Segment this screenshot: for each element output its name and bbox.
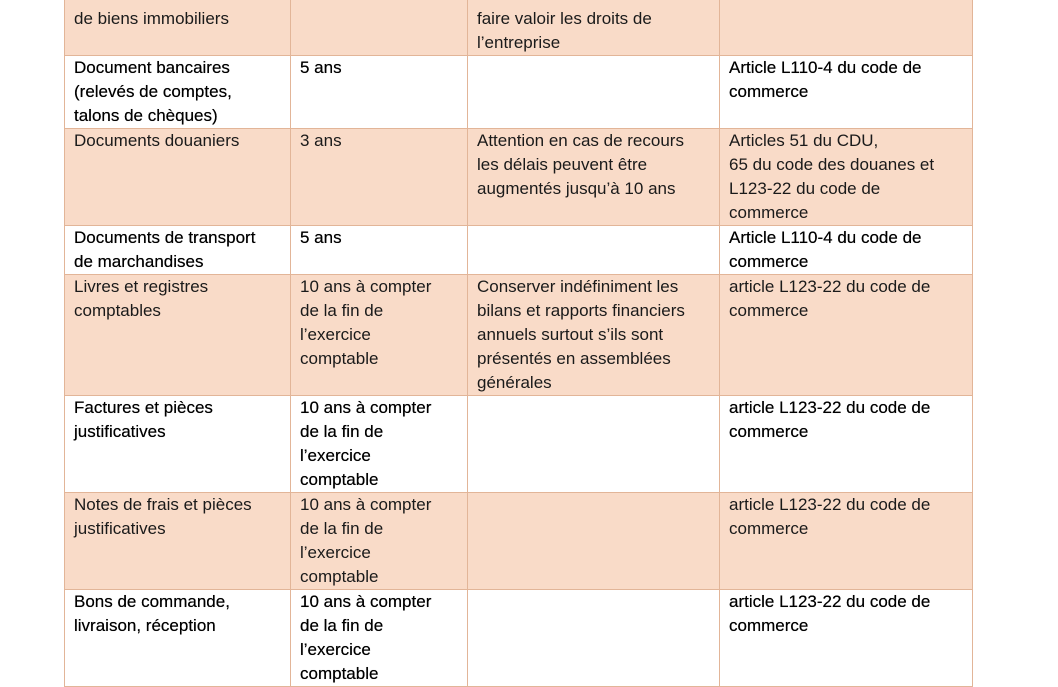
cell-reference: [720, 0, 973, 56]
cell-duree: [291, 129, 468, 226]
table-row: [65, 275, 973, 396]
cell-reference-text: article L123-22 du code de commerce: [729, 398, 931, 441]
retention-table-body: [65, 0, 973, 687]
cell-reference-text: article L123-22 du code de commerce: [729, 592, 931, 635]
cell-reference-text: Article L110-4 du code de commerce: [729, 228, 922, 271]
cell-remarque: [468, 590, 720, 687]
cell-document-text: Documents de transport de marchandises: [74, 228, 256, 271]
cell-document: [65, 56, 291, 129]
table-row: [65, 129, 973, 226]
cell-reference-text: article L123-22 du code de commerce: [729, 495, 931, 538]
cell-duree-text: 10 ans à compter de la fin de l’exercice comptable: [300, 398, 432, 489]
cell-reference: [720, 493, 973, 590]
cell-reference-text: Articles 51 du CDU, 65 du code des douanes et L123-22 du code de commerce: [729, 131, 935, 222]
cell-remarque: [468, 275, 720, 396]
cell-remarque: [468, 129, 720, 226]
cell-duree: [291, 590, 468, 687]
cell-reference: [720, 275, 973, 396]
cell-reference: [720, 129, 973, 226]
cell-reference: [720, 396, 973, 493]
cell-document: [65, 493, 291, 590]
cell-duree-text: 5 ans: [300, 228, 342, 247]
cell-reference: [720, 56, 973, 129]
cell-duree-text: 5 ans: [300, 58, 342, 77]
cell-document-text: Bons de commande, livraison, réception: [74, 592, 230, 635]
cell-reference-text: Article L110-4 du code de commerce: [729, 58, 922, 101]
cell-duree: [291, 493, 468, 590]
cell-duree: [291, 275, 468, 396]
cell-remarque-text: Attention en cas de recours les délais peuvent être augmentés jusqu’à 10 ans: [477, 131, 684, 198]
cell-duree-text: 10 ans à compter de la fin de l’exercice comptable: [300, 277, 432, 368]
cell-duree: [291, 396, 468, 493]
cell-document: [65, 0, 291, 56]
cell-remarque-text: Conserver indéfiniment les bilans et rapports financiers annuels surtout s’ils sont présentés en assemblées générales: [477, 277, 685, 392]
cell-duree: [291, 56, 468, 129]
cell-duree: [291, 226, 468, 275]
cell-document: [65, 129, 291, 226]
cell-reference-text: article L123-22 du code de commerce: [729, 277, 931, 320]
retention-table: [64, 0, 973, 687]
cell-remarque: [468, 493, 720, 590]
table-row: [65, 226, 973, 275]
cell-document: [65, 396, 291, 493]
cell-duree-text: 10 ans à compter de la fin de l’exercice comptable: [300, 495, 432, 586]
cell-remarque: [468, 226, 720, 275]
cell-duree-text: 10 ans à compter de la fin de l’exercice comptable: [300, 592, 432, 683]
cell-document: [65, 590, 291, 687]
cell-duree-text: 3 ans: [300, 131, 342, 150]
cell-remarque: [468, 0, 720, 56]
table-row: [65, 590, 973, 687]
cell-document-text: Notes de frais et pièces justificatives: [74, 495, 252, 538]
cell-duree: [291, 0, 468, 56]
cell-document: [65, 226, 291, 275]
cell-document-text: Document bancaires (relevés de comptes, talons de chèques): [74, 58, 232, 125]
cell-remarque: [468, 56, 720, 129]
table-row: [65, 0, 973, 56]
cell-document: [65, 275, 291, 396]
cell-document-text: Livres et registres comptables: [74, 277, 209, 320]
cell-remarque-text: faire valoir les droits de l’entreprise: [477, 9, 652, 52]
cell-document-text: Documents douaniers: [74, 131, 240, 150]
table-row: [65, 396, 973, 493]
cell-reference: [720, 226, 973, 275]
cell-remarque: [468, 396, 720, 493]
table-row: [65, 56, 973, 129]
table-row: [65, 493, 973, 590]
cell-document-text: de biens immobiliers: [74, 9, 229, 28]
cell-reference: [720, 590, 973, 687]
cell-document-text: Factures et pièces justificatives: [74, 398, 213, 441]
